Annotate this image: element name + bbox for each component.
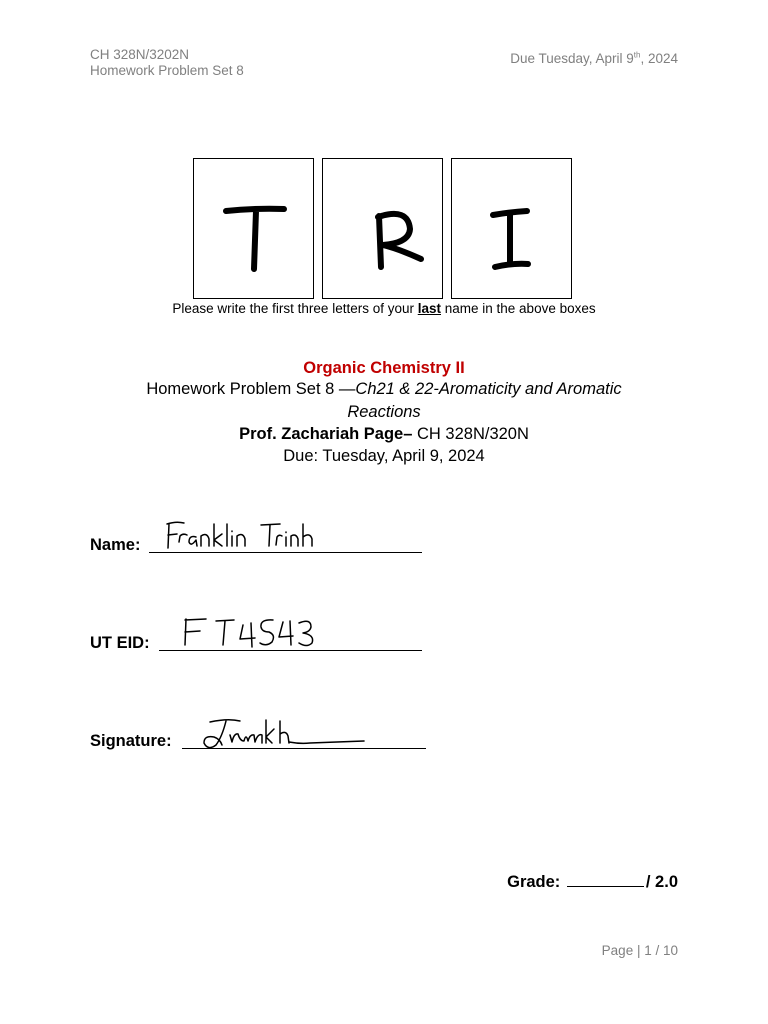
last-emphasis: last [417,301,441,316]
letter-box-3[interactable] [451,158,572,299]
handwritten-letter-i [452,159,573,300]
grade-blank[interactable] [567,872,644,887]
signature-label: Signature: [90,732,172,750]
signature-image [200,715,370,755]
professor-line: Prof. Zachariah Page– CH 328N/320N [239,425,529,443]
grade-total: / 2.0 [645,873,678,891]
problem-set-label: Homework Problem Set 8 [90,63,244,78]
grade-line [507,872,678,892]
page-header-right [510,47,678,67]
problem-set-topic: Ch21 & 22-Aromaticity and Aromatic Reactions [347,380,622,421]
due-date: Due: Tuesday, April 9, 2024 [283,447,485,465]
ut-eid-label: UT EID: [90,634,150,652]
due-date-header: Due Tuesday, April 9th, 2024 [510,50,678,66]
letter-box-2[interactable] [322,158,443,299]
course-title: Organic Chemistry II [303,359,465,377]
problem-set-title: Homework Problem Set 8 —Ch21 & 22-Aromaticity and Aromatic Reactions [146,380,622,421]
page-number: Page | 1 / 10 [601,943,678,958]
letter-box-instruction: Please write the first three letters of your last name in the above boxes [172,301,596,316]
grade-label: Grade: [507,873,561,891]
letter-box-1[interactable] [193,158,314,299]
professor-name: Prof. Zachariah Page– [239,425,413,443]
ut-eid-value: FT4543 [180,615,184,616]
page-header-left [90,47,244,79]
name-value: Franklin Trinh [164,518,171,519]
course-code: CH 328N/3202N [90,47,190,62]
handwritten-ut-eid [180,615,320,651]
handwritten-letter-r [323,159,444,300]
handwritten-name [164,518,324,554]
handwritten-letter-t [194,159,315,300]
name-label: Name: [90,536,141,554]
